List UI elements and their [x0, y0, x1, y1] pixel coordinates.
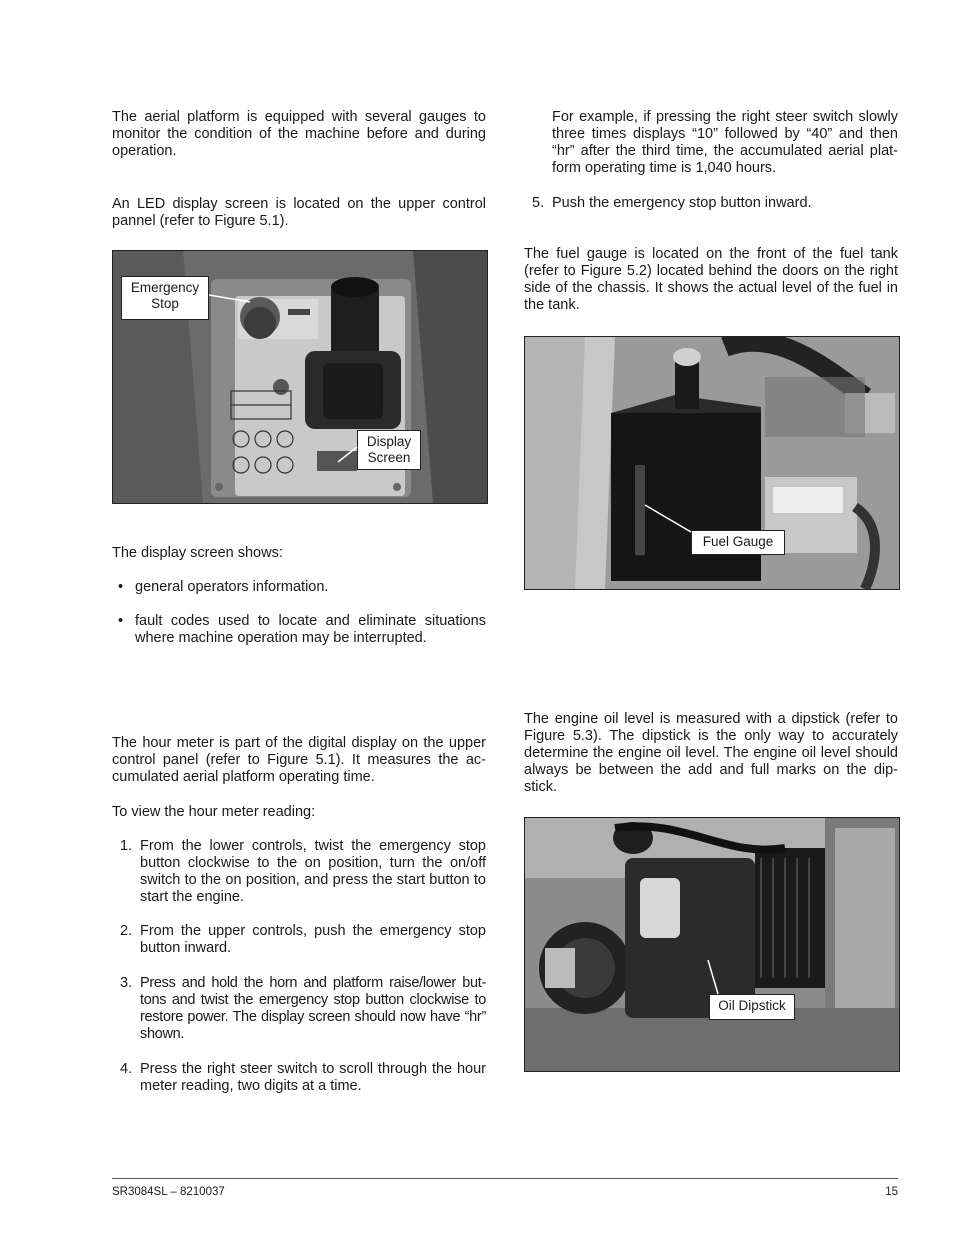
hour-meter-paragraph: The hour meter is part of the digital display on the upper control panel (refer to Figure 5.1). It measures the ac-cumulated aerial platform operating time. [112, 735, 486, 785]
step-number: 2. [120, 923, 133, 939]
footer-page-number: 15 [885, 1186, 898, 1198]
oil-dipstick-callout: Oil Dipstick [709, 994, 795, 1020]
step-text: Press the right steer switch to scroll through the hour meter reading, two digits at a time. [140, 1061, 486, 1094]
step-text: Push the emergency stop button inward. [552, 195, 812, 211]
bullet-dot: • [118, 579, 124, 595]
step-text: From the lower controls, twist the emergency stop button clockwise to the on position, turn the on/off switch to the on position, and press the start button to start the engine. [140, 838, 486, 905]
bullet-text: general operators information. [135, 579, 329, 595]
footer-doc-number: SR3084SL – 8210037 [112, 1186, 225, 1198]
view-reading-label: To view the hour meter reading: [112, 804, 316, 820]
fuel-gauge-paragraph: The fuel gauge is located on the front of the fuel tank (refer to Figure 5.2) located behind the doors on the right side of the chassis. It shows the actual level of the fuel in the tank. [524, 246, 898, 313]
bullet-text: fault codes used to locate and eliminate situations where machine operation may be interrupted. [135, 613, 486, 646]
display-screen-callout: Display Screen [357, 430, 421, 470]
led-display-paragraph: An LED display screen is located on the upper control pannel (refer to Figure 5.1). [112, 196, 486, 229]
display-shows-label: The display screen shows: [112, 545, 283, 561]
intro-paragraph: The aerial platform is equipped with several gauges to monitor the condition of the machine before and during operation. [112, 109, 486, 159]
oil-dipstick-paragraph: The engine oil level is measured with a dipstick (refer to Figure 5.3). The dipstick is the only way to accurately determine the engine oil level. The engine oil level should always be between the add and full marks on the dip-stick. [524, 711, 898, 795]
example-paragraph: For example, if pressing the right steer switch slowly three times displays “10” followed by “40” and then “hr” after the third time, the accumulated aerial plat-form operating time is 1,040 hours. [552, 109, 898, 176]
step-number: 5. [532, 195, 545, 211]
step-text: Press and hold the horn and platform raise/lower but-tons and twist the emergency stop button clockwise to restore power. The display screen should now have “hr” shown. [140, 975, 486, 1042]
emergency-stop-callout: Emergency Stop [121, 276, 209, 320]
step-number: 1. [120, 838, 133, 854]
fuel-gauge-callout: Fuel Gauge [691, 530, 785, 555]
footer-rule [112, 1178, 898, 1179]
step-number: 3. [120, 975, 133, 991]
step-text: From the upper controls, push the emergency stop button inward. [140, 923, 486, 956]
bullet-dot: • [118, 613, 124, 629]
step-number: 4. [120, 1061, 133, 1077]
